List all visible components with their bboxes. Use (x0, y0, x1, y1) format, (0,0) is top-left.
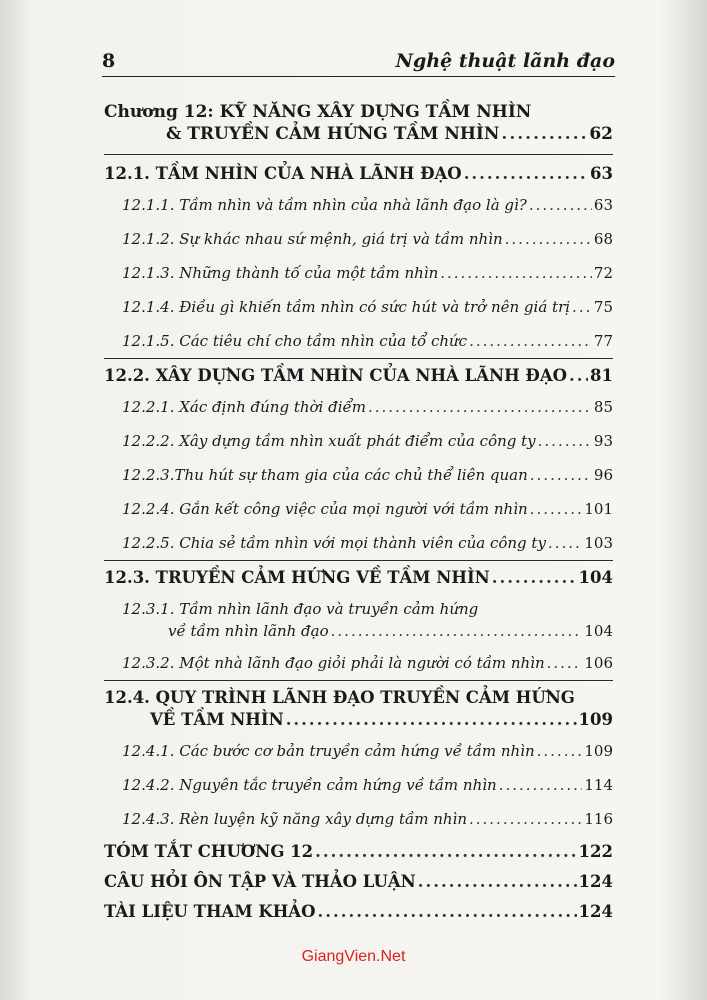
item-title: 12.4.1. Các bước cơ bản truyền cảm hứng về tầm nhìn (122, 742, 535, 760)
item-page: 85 (593, 398, 613, 416)
section-page: 109 (578, 710, 613, 729)
item-page: 75 (593, 298, 613, 316)
leader-dots (537, 742, 583, 760)
toc-row-12-1-5[interactable] (122, 332, 613, 350)
item-page: 101 (584, 500, 613, 518)
divider (104, 680, 613, 681)
leader-dots (529, 196, 592, 214)
toc-row-12-2-1[interactable] (122, 398, 613, 416)
leader-dots (464, 164, 588, 183)
section-title: 12.1. TẦM NHÌN CỦA NHÀ LÃNH ĐẠO (104, 164, 462, 183)
leader-dots (572, 298, 592, 316)
item-page: 104 (584, 622, 613, 640)
section-title-line2: VỀ TẦM NHÌN (150, 710, 284, 729)
divider (104, 560, 613, 561)
section-page: 81 (590, 366, 613, 385)
leader-dots (547, 654, 583, 672)
item-title: 12.1.2. Sự khác nhau sứ mệnh, giá trị và tầm nhìn (122, 230, 503, 248)
item-title: 12.4.3. Rèn luyện kỹ năng xây dựng tầm nhìn (122, 810, 467, 828)
endmatter-title: TÀI LIỆU THAM KHẢO (104, 902, 316, 921)
item-title: 12.2.1. Xác định đúng thời điểm (122, 398, 366, 416)
item-title: 12.1.1. Tầm nhìn và tầm nhìn của nhà lãnh đạo là gì? (122, 196, 527, 214)
leader-dots (315, 842, 576, 861)
item-title: 12.1.3. Những thành tố của một tầm nhìn (122, 264, 439, 282)
leader-dots (492, 568, 577, 587)
page-header (102, 36, 615, 77)
section-title-12-4-line1: 12.4. QUY TRÌNH LÃNH ĐẠO TRUYỀN CẢM HỨNG (104, 688, 575, 707)
toc-row-12-2-3[interactable] (122, 466, 613, 484)
toc-row-summary[interactable] (104, 842, 613, 861)
item-title: 12.2.2. Xây dựng tầm nhìn xuất phát điểm của công ty (122, 432, 536, 450)
chapter-page: 62 (589, 124, 613, 144)
leader-dots (505, 230, 592, 248)
section-title: 12.3. TRUYỀN CẢM HỨNG VỀ TẦM NHÌN (104, 568, 490, 587)
item-title: 12.2.3.Thu hút sự tham gia của các chủ thể liên quan (122, 466, 528, 484)
leader-dots (368, 398, 592, 416)
chapter-title-line2: & TRUYỀN CẢM HỨNG TẦM NHÌN (166, 124, 500, 144)
toc-row-12-1-3[interactable] (122, 264, 613, 282)
item-title-12-3-1-line1: 12.3.1. Tầm nhìn lãnh đạo và truyền cảm hứng (122, 600, 479, 618)
endmatter-page: 124 (578, 902, 613, 921)
item-page: 106 (584, 654, 613, 672)
toc-row-references[interactable] (104, 902, 613, 921)
leader-dots (469, 810, 582, 828)
leader-dots (538, 432, 592, 450)
item-title: 12.3.2. Một nhà lãnh đạo giỏi phải là người có tầm nhìn (122, 654, 545, 672)
leader-dots (440, 264, 592, 282)
endmatter-title: TÓM TẮT CHƯƠNG 12 (104, 842, 314, 861)
leader-dots (548, 534, 582, 552)
toc-row-12-3-2[interactable] (122, 654, 613, 672)
item-title: 12.4.2. Nguyên tắc truyền cảm hứng về tầm nhìn (122, 776, 497, 794)
leader-dots (569, 366, 588, 385)
toc-row-section-12-1[interactable] (104, 164, 613, 183)
leader-dots (469, 332, 592, 350)
item-page: 72 (593, 264, 613, 282)
toc-row-12-2-4[interactable] (122, 500, 613, 518)
divider (104, 358, 613, 359)
chapter-title-line1: Chương 12: KỸ NĂNG XÂY DỰNG TẦM NHÌN (104, 102, 532, 122)
item-title-line2: về tầm nhìn lãnh đạo (168, 622, 329, 640)
toc-row-12-1-2[interactable] (122, 230, 613, 248)
item-page: 103 (584, 534, 613, 552)
item-title: 12.2.5. Chia sẻ tầm nhìn với mọi thành viên của công ty (122, 534, 546, 552)
endmatter-page: 124 (578, 872, 613, 891)
item-title: 12.2.4. Gắn kết công việc của mọi người với tầm nhìn (122, 500, 528, 518)
section-page: 104 (578, 568, 613, 587)
toc-row-12-4-2[interactable] (122, 776, 613, 794)
item-page: 109 (584, 742, 613, 760)
endmatter-title: CÂU HỎI ÔN TẬP VÀ THẢO LUẬN (104, 872, 416, 891)
section-page: 63 (590, 164, 613, 183)
item-page: 96 (593, 466, 613, 484)
leader-dots (418, 872, 577, 891)
section-title: 12.2. XÂY DỰNG TẦM NHÌN CỦA NHÀ LÃNH ĐẠO (104, 366, 568, 385)
leader-dots (317, 902, 576, 921)
leader-dots (530, 466, 592, 484)
page-number: 8 (102, 50, 116, 72)
leader-dots (501, 124, 587, 144)
item-page: 68 (593, 230, 613, 248)
toc-row-12-4-1[interactable] (122, 742, 613, 760)
watermark: GiangVien.Net (301, 948, 406, 965)
leader-dots (499, 776, 583, 794)
toc-row-12-2-5[interactable] (122, 534, 613, 552)
item-page: 116 (584, 810, 613, 828)
item-title: 12.1.5. Các tiêu chí cho tầm nhìn của tổ chức (122, 332, 468, 350)
toc-row-12-4-3[interactable] (122, 810, 613, 828)
leader-dots (331, 622, 583, 640)
divider (104, 154, 613, 155)
toc-row-12-1-1[interactable] (122, 196, 613, 214)
item-page: 93 (593, 432, 613, 450)
endmatter-page: 122 (578, 842, 613, 861)
item-title: 12.1.4. Điều gì khiến tầm nhìn có sức hút và trở nên giá trị (122, 298, 571, 316)
item-page: 114 (584, 776, 613, 794)
toc-row-section-12-4[interactable] (150, 710, 613, 729)
item-page: 77 (593, 332, 613, 350)
item-page: 63 (593, 196, 613, 214)
toc-row-12-1-4[interactable] (122, 298, 613, 316)
toc-row-chapter[interactable] (166, 124, 613, 144)
toc-row-section-12-3[interactable] (104, 568, 613, 587)
toc-row-review-questions[interactable] (104, 872, 613, 891)
toc-row-12-2-2[interactable] (122, 432, 613, 450)
leader-dots (530, 500, 583, 518)
leader-dots (286, 710, 577, 729)
toc-row-12-3-1[interactable] (168, 622, 613, 640)
toc-row-section-12-2[interactable] (104, 366, 613, 385)
running-title: Nghệ thuật lãnh đạo (395, 50, 615, 72)
